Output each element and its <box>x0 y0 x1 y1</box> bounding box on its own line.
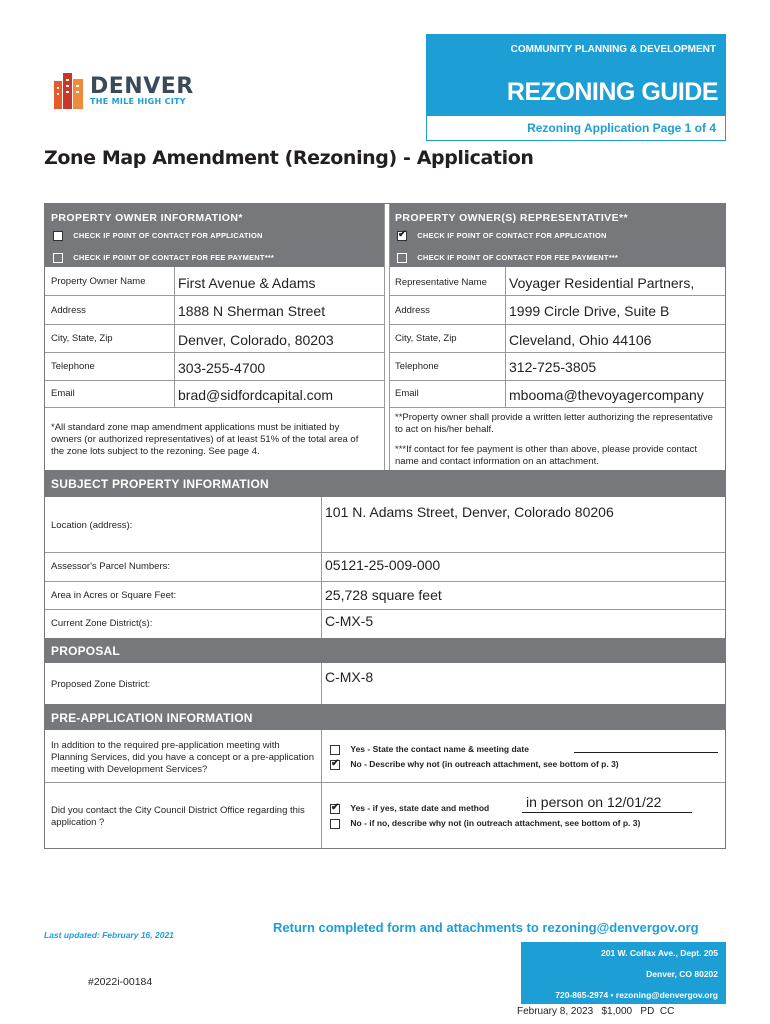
q1-yes-option <box>330 744 529 755</box>
q2-yes-label: Yes - if yes, state date and method <box>350 803 490 813</box>
receipt-stamp: February 8, 2023 $1,000 PD CC <box>517 1006 675 1017</box>
logo-tagline: THE MILE HIGH CITY <box>90 97 186 106</box>
divider <box>389 352 725 353</box>
divider <box>45 581 725 582</box>
proposed-zone-field[interactable]: C-MX-8 <box>325 669 374 685</box>
q1-answer-line[interactable] <box>574 752 718 753</box>
case-number: #2022i-00184 <box>88 976 153 988</box>
rep-email-field[interactable]: mbooma@thevoyagercompany <box>509 387 704 403</box>
address-line-2: Denver, CO 80202 <box>646 969 718 979</box>
divider <box>45 380 384 381</box>
q2-no-label: No - if no, describe why not (in outreach attachment, see bottom of p. 3) <box>350 818 641 828</box>
q2-answer-field[interactable]: in person on 12/01/22 <box>526 794 662 810</box>
q2-yes-checkbox[interactable] <box>330 804 340 814</box>
divider <box>389 295 725 296</box>
owner-city-label: City, State, Zip <box>51 333 113 344</box>
q2-answer-line <box>522 812 692 813</box>
owner-email-label: Email <box>51 388 75 399</box>
current-zone-field[interactable]: C-MX-5 <box>325 613 374 629</box>
owner-contact-checkbox[interactable] <box>53 231 63 241</box>
q1-yes-label: Yes - State the contact name & meeting date <box>350 744 529 754</box>
proposal-heading: PROPOSAL <box>51 644 120 658</box>
rep-col-divider <box>505 267 506 407</box>
q2-yes-option <box>330 803 489 814</box>
preapp-col-divider <box>321 730 322 848</box>
owner-contact-check-row <box>53 231 263 241</box>
page-indicator: Rezoning Application Page 1 of 4 <box>527 121 716 135</box>
owner-heading: PROPERTY OWNER INFORMATION* <box>51 212 243 224</box>
rep-name-label: Representative Name <box>395 277 487 288</box>
subject-heading: SUBJECT PROPERTY INFORMATION <box>51 477 269 491</box>
rep-contact-check-label: CHECK IF POINT OF CONTACT FOR APPLICATION <box>417 231 607 240</box>
owner-address-field[interactable]: 1888 N Sherman Street <box>178 303 326 319</box>
q2-no-option <box>330 818 640 829</box>
owner-fee-checkbox[interactable] <box>53 253 63 263</box>
subject-col-divider <box>321 497 322 638</box>
preapp-heading: PRE-APPLICATION INFORMATION <box>51 711 253 725</box>
owner-col-divider <box>174 267 175 407</box>
divider <box>45 782 725 783</box>
owner-note: *All standard zone map amendment applications must be initiated by owners (or authorized representatives) of at least 51% of the total area of the zone lots subject to the rezoning. See page 4. <box>51 422 359 457</box>
proposal-header <box>45 639 725 663</box>
owner-contact-check-label: CHECK IF POINT OF CONTACT FOR APPLICATION <box>73 231 263 240</box>
rep-contact-check-row <box>397 231 607 241</box>
rep-address-field[interactable]: 1999 Circle Drive, Suite B <box>509 303 670 319</box>
divider <box>45 609 725 610</box>
q1-yes-checkbox[interactable] <box>330 745 340 755</box>
owner-phone-field[interactable]: 303-255-4700 <box>178 360 266 376</box>
owner-name-label: Property Owner Name <box>51 276 146 287</box>
owner-name-field[interactable]: First Avenue & Adams <box>178 275 316 291</box>
divider <box>389 407 725 408</box>
owner-city-field[interactable]: Denver, Colorado, 80203 <box>178 332 334 348</box>
rep-phone-label: Telephone <box>395 361 439 372</box>
last-updated: Last updated: February 16, 2021 <box>44 930 174 940</box>
rep-heading: PROPERTY OWNER(S) REPRESENTATIVE** <box>395 212 628 224</box>
owner-address-label: Address <box>51 305 86 316</box>
area-field[interactable]: 25,728 square feet <box>325 587 442 603</box>
divider <box>45 552 725 553</box>
divider <box>45 407 384 408</box>
owner-fee-check-label: CHECK IF POINT OF CONTACT FOR FEE PAYMENT*** <box>73 253 275 262</box>
rep-note-authorization: **Property owner shall provide a written letter authorizing the representative to act on his/her behalf. <box>395 412 713 435</box>
rep-phone-field[interactable]: 312-725-3805 <box>509 359 597 375</box>
location-label: Location (address): <box>51 520 133 531</box>
rep-fee-check-label: CHECK IF POINT OF CONTACT FOR FEE PAYMENT*** <box>417 253 619 262</box>
contact-line: 720-865-2974 • rezoning@denvergov.org <box>555 990 718 1000</box>
rep-email-label: Email <box>395 388 419 399</box>
subject-header <box>45 472 725 497</box>
panel-center-divider <box>389 204 390 470</box>
divider <box>389 380 725 381</box>
q2-no-checkbox[interactable] <box>330 819 340 829</box>
parcel-field[interactable]: 05121-25-009-000 <box>325 557 441 573</box>
owner-fee-check-row <box>53 253 274 263</box>
q1-no-checkbox[interactable] <box>330 760 340 770</box>
preapp-question-2: Did you contact the City Council District Office regarding this application ? <box>51 805 305 828</box>
return-instructions: Return completed form and attachments to rezoning@denvergov.org <box>273 920 699 935</box>
preapp-header <box>45 706 725 730</box>
panel-center-divider <box>384 204 385 470</box>
proposed-zone-label: Proposed Zone District: <box>51 679 151 690</box>
rep-name-field[interactable]: Voyager Residential Partners, <box>509 275 695 291</box>
owner-email-field[interactable]: brad@sidfordcapital.com <box>178 387 334 403</box>
rep-city-label: City, State, Zip <box>395 333 457 344</box>
q1-no-option <box>330 759 619 770</box>
rep-city-field[interactable]: Cleveland, Ohio 44106 <box>509 332 652 348</box>
rep-contact-checkbox[interactable] <box>397 231 407 241</box>
rep-note-fee-contact: ***If contact for fee payment is other than above, please provide contact name and contact information on an attachment. <box>395 444 698 467</box>
preapp-question-1: In addition to the required pre-application meeting with Planning Services, did you have a concept or a pre-application meeting with Development Services? <box>51 740 314 775</box>
current-zone-label: Current Zone District(s): <box>51 618 153 629</box>
owner-phone-label: Telephone <box>51 361 95 372</box>
contact-box <box>521 942 726 1004</box>
rep-fee-checkbox[interactable] <box>397 253 407 263</box>
rep-fee-check-row <box>397 253 618 263</box>
denver-logo-icon <box>54 73 84 109</box>
area-label: Area in Acres or Square Feet: <box>51 590 177 601</box>
divider <box>45 295 384 296</box>
form-title: Zone Map Amendment (Rezoning) - Application <box>44 147 534 169</box>
department-name: COMMUNITY PLANNING & DEVELOPMENT <box>510 44 716 55</box>
logo-wordmark: DENVER <box>90 74 194 99</box>
address-line-1: 201 W. Colfax Ave., Dept. 205 <box>601 948 718 958</box>
location-field[interactable]: 101 N. Adams Street, Denver, Colorado 80206 <box>325 504 614 520</box>
q1-no-label: No - Describe why not (in outreach attachment, see bottom of p. 3) <box>350 759 619 769</box>
parcel-label: Assessor's Parcel Numbers: <box>51 561 171 572</box>
divider <box>45 324 384 325</box>
divider <box>45 352 384 353</box>
rep-address-label: Address <box>395 305 430 316</box>
divider <box>389 324 725 325</box>
proposal-col-divider <box>321 663 322 704</box>
guide-title: REZONING GUIDE <box>506 78 718 106</box>
